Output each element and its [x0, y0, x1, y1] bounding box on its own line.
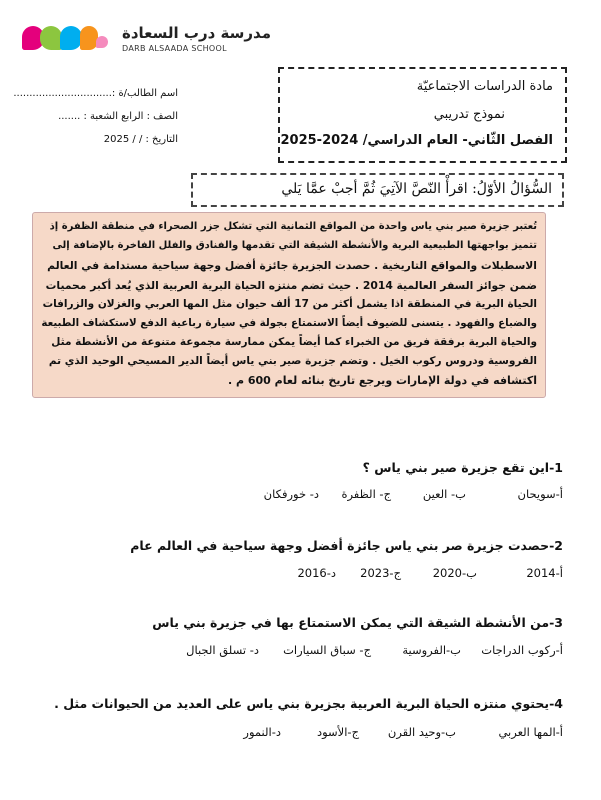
passage-line: اكتشافه في دولة الإمارات ويرجع تاريخ بنائه لعام 600 م .: [227, 374, 537, 387]
logo-shape-pink: [96, 36, 108, 48]
q2-option-a[interactable]: أ-2014: [526, 566, 563, 580]
passage-line: والضباع والفهود . يتسنى للضيوف أيضاً الاستمتاع بجولة في سيارة رباعية الدفع لاستكشاف الطبيعة: [41, 317, 537, 329]
student-name-field: اسم الطالب/ة :...............................: [13, 88, 178, 99]
subject-title: مادة الدراسات الاجتماعيّة: [416, 79, 553, 94]
question-1: 1-اين تقع جزيرة صير بني ياس ؟: [362, 460, 563, 475]
student-info: [13, 82, 178, 151]
question-2: 2-حصدت جزيرة صر بني ياس جائزة أفضل وجهة سياحية في العالم عام: [130, 538, 563, 553]
q1-option-a[interactable]: أ-سويحان: [517, 487, 563, 501]
logo-arabic-text: مدرسة درب السعادة: [122, 24, 271, 42]
question-3: 3-من الأنشطة الشيقة التي يمكن الاستمتاع بها في جزيرة بني ياس: [152, 615, 563, 630]
school-logo: [22, 22, 271, 62]
q4-option-a[interactable]: أ-المها العربي: [498, 725, 563, 739]
exam-type: نموذج تدريبي: [433, 107, 505, 122]
logo-english-text: DARB ALSAADA SCHOOL: [122, 44, 227, 53]
question-header-box: [191, 173, 564, 207]
q2-option-d[interactable]: د-2016: [297, 566, 336, 580]
q2-option-b[interactable]: ب-2020: [432, 566, 477, 580]
q4-option-d[interactable]: د-النمور: [243, 725, 281, 739]
q3-option-c[interactable]: ج- سباق السيارات: [283, 643, 371, 657]
logo-shape-green: [40, 26, 62, 50]
grade-field: الصف : الرابع الشعبة : .......: [58, 111, 178, 122]
subject-box: [278, 67, 567, 163]
question-header: السُّؤالُ الأوّلُ: اقرأْ النّصَّ الآتِيَ ثُمَّ أجبْ عمَّا يَلي: [281, 181, 552, 197]
passage-line: تتميز بواجهتها الطبيعية البرية والأنشطة الشيقة التي تقدمها والفنادق والفلل الفاخرة بالإضافة إلى: [52, 240, 537, 251]
question-4: 4-يحتوي منتزه الحياة البرية العربية بجزيرة بني ياس على العديد من الحيوانات مثل .: [54, 696, 563, 711]
passage-line: الحياة البرية في المنطقة اذا يشمل أكثر من 17 ألف حيوان مثل المها العربي والغزلان والزرافات: [42, 298, 537, 310]
q4-option-c[interactable]: ج-الأسود: [316, 725, 359, 739]
passage-line: ضمن جوائز السفر العالمية 2014 . حيث تضم منتزه الحياة البرية العربية الذي يُعد أكبر محميات: [45, 279, 537, 292]
date-field: التاريخ : / / 2025: [103, 134, 178, 145]
q3-option-d[interactable]: د- تسلق الجبال: [186, 643, 259, 657]
reading-passage: [32, 212, 546, 398]
q2-option-c[interactable]: ج-2023: [360, 566, 401, 580]
passage-line: تُعتبر جزيرة صير بني ياس واحدة من المواقع الثمانية التي تشكل جزر الصحراء في منطقة الظفرة إذ: [49, 221, 537, 232]
q3-option-a[interactable]: أ-ركوب الدراجات: [481, 643, 563, 657]
term-info: الفصل الثّاني- العام الدراسي/ 2024-2025: [280, 133, 553, 148]
passage-line: الاسطبلات والمواقع التاريخية . حصدت الجزيرة جائزة أفضل وجهة سياحية مستدامة في العالم: [47, 259, 537, 272]
q3-option-b[interactable]: ب-الفروسية: [402, 643, 461, 657]
q1-option-b[interactable]: ب- العين: [422, 487, 466, 501]
q1-option-d[interactable]: د- خورفكان: [263, 487, 319, 501]
q1-option-c[interactable]: ج- الظفرة: [341, 487, 391, 501]
passage-line: والحياة البرية برفقة فريق من الخبراء كما أيضاً يمكن ممارسة مجموعة متنوعة من الأنشطة مثل: [51, 336, 537, 348]
logo-shape-blue: [60, 26, 82, 50]
q4-option-b[interactable]: ب-وحيد القرن: [387, 725, 456, 739]
passage-line: الفروسية ودروس ركوب الخيل . وتضم جزيرة صير بني ياس أيضاً الدير المسيحي الوحيد الذي تم: [48, 355, 537, 367]
